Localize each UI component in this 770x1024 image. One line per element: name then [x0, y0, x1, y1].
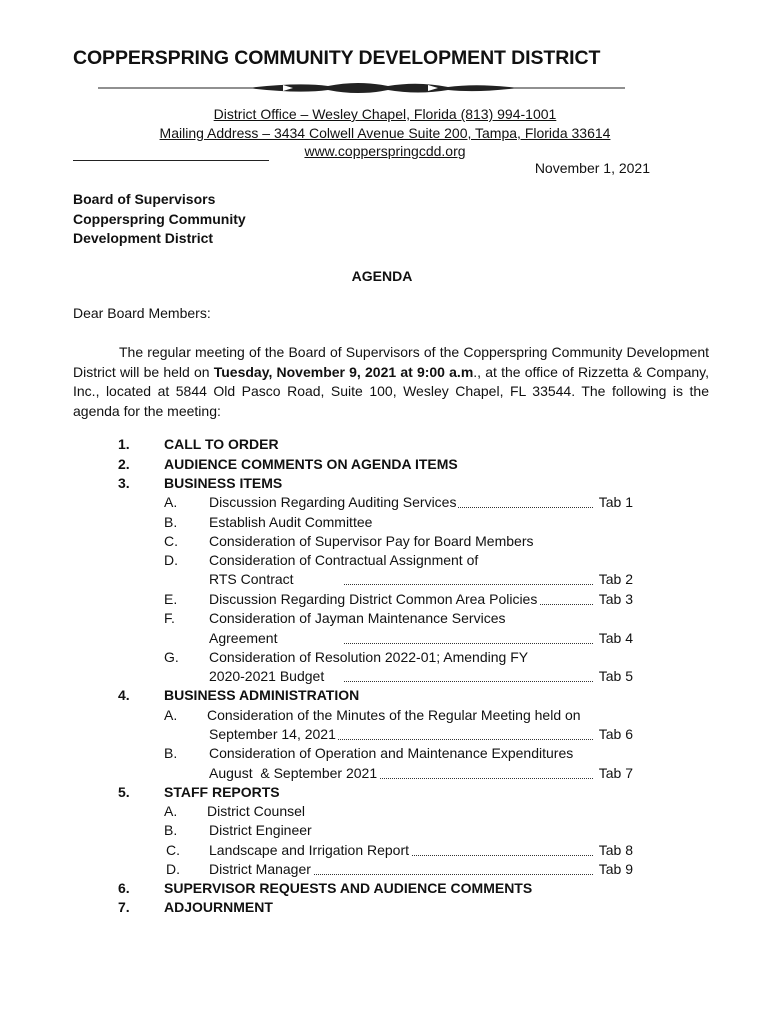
tab-reference: Tab 9 — [598, 861, 633, 877]
item-text: Consideration of Resolution 2022-01; Amending FY — [209, 649, 529, 665]
item-text: Consideration of Operation and Maintenance Expenditures — [209, 745, 574, 761]
agenda-heading: AGENDA — [351, 268, 413, 284]
item-line — [209, 841, 633, 860]
intro-paragraph — [73, 343, 709, 421]
item-letter: D. — [164, 552, 178, 568]
item-text: District Counsel — [207, 803, 306, 819]
item-text: District Engineer — [209, 822, 312, 838]
item-text: Consideration of Supervisor Pay for Board Members — [209, 533, 534, 549]
section-title: CALL TO ORDER — [164, 436, 279, 452]
item-text: RTS Contract — [209, 571, 294, 587]
item-text: 2020-2021 Budget — [209, 668, 325, 684]
item-letter: F. — [164, 610, 175, 626]
section-title: BUSINESS ADMINISTRATION — [164, 687, 360, 703]
item-line — [209, 590, 633, 609]
item-letter: A. — [164, 707, 178, 723]
district-office-line: District Office – Wesley Chapel, Florida (813) 994-1001 — [213, 106, 557, 122]
decorative-divider-ornament — [98, 78, 625, 96]
section-title: STAFF REPORTS — [164, 784, 280, 800]
item-letter: C. — [166, 842, 180, 858]
item-text: Consideration of the Minutes of the Regular Meeting held on — [207, 707, 581, 723]
item-letter: A. — [164, 494, 178, 510]
item-line — [209, 667, 633, 686]
item-text: Discussion Regarding District Common Area Policies — [209, 591, 538, 607]
item-text: September 14, 2021 — [209, 726, 336, 742]
paragraph-text: ., at the office of Rizzetta & Company, Inc., located at 5844 Old Pasco Road, Suite 100, Wesley Chapel, FL 33544. The following is the agenda for the meeting: — [73, 363, 709, 419]
item-letter: A. — [164, 803, 178, 819]
item-text: Establish Audit Committee — [209, 514, 373, 530]
letter-date: November 1, 2021 — [534, 160, 650, 176]
item-letter: C. — [164, 533, 178, 549]
section-number: 5. — [118, 784, 130, 800]
website-link[interactable]: www.copperspringcdd.org — [304, 143, 466, 159]
item-text: District Manager — [209, 861, 311, 877]
section-title: SUPERVISOR REQUESTS AND AUDIENCE COMMENTS — [164, 880, 533, 896]
section-number: 6. — [118, 880, 130, 896]
tab-reference: Tab 7 — [598, 765, 633, 781]
section-number: 1. — [118, 436, 130, 452]
section-number: 7. — [118, 899, 130, 915]
recipient-block — [73, 190, 246, 249]
item-letter: E. — [164, 591, 178, 607]
item-text: Agreement — [209, 630, 278, 646]
tab-reference: Tab 6 — [598, 726, 633, 742]
item-text: Discussion Regarding Auditing Services — [209, 494, 457, 510]
dot-leader — [344, 643, 593, 644]
section-title: AUDIENCE COMMENTS ON AGENDA ITEMS — [164, 456, 458, 472]
item-text: Consideration of Contractual Assignment of — [209, 552, 479, 568]
header-rule — [73, 160, 269, 161]
section-title: ADJOURNMENT — [164, 899, 273, 915]
section-number: 3. — [118, 475, 130, 491]
item-line — [209, 493, 633, 512]
item-text: August & September 2021 — [209, 765, 378, 781]
mailing-address-line: Mailing Address – 3434 Colwell Avenue Suite 200, Tampa, Florida 33614 — [159, 125, 611, 141]
item-letter: G. — [164, 649, 179, 665]
section-number: 2. — [118, 456, 130, 472]
recipient-line: Board of Supervisors — [73, 191, 216, 207]
item-line — [209, 629, 633, 648]
document-title: COPPERSPRING COMMUNITY DEVELOPMENT DISTRICT — [73, 47, 601, 69]
tab-reference: Tab 3 — [598, 591, 633, 607]
tab-reference: Tab 5 — [598, 668, 633, 684]
tab-reference: Tab 1 — [598, 494, 633, 510]
tab-reference: Tab 4 — [598, 630, 633, 646]
meeting-datetime: Tuesday, November 9, 2021 at 9:00 a.m — [213, 363, 474, 380]
item-line — [209, 860, 633, 879]
recipient-line: Development District — [73, 230, 214, 246]
recipient-line: Copperspring Community — [73, 210, 246, 227]
item-letter: B. — [164, 822, 178, 838]
item-line — [209, 725, 633, 744]
tab-reference: Tab 2 — [598, 571, 633, 587]
tab-reference: Tab 8 — [598, 842, 633, 858]
section-number: 4. — [118, 687, 130, 703]
item-line — [209, 570, 633, 589]
item-line — [209, 764, 633, 783]
item-letter: B. — [164, 745, 178, 761]
item-letter: B. — [164, 514, 178, 530]
item-letter: D. — [166, 861, 180, 877]
section-title: BUSINESS ITEMS — [164, 475, 283, 491]
paragraph-text: The regular meeting of the Board of Supervisors of the Copperspring Community Development District will be held on — [73, 344, 709, 380]
dot-leader — [344, 584, 593, 585]
item-text: Consideration of Jayman Maintenance Services — [209, 610, 506, 626]
salutation: Dear Board Members: — [73, 305, 211, 321]
dot-leader — [344, 681, 593, 682]
item-text: Landscape and Irrigation Report — [209, 842, 410, 858]
